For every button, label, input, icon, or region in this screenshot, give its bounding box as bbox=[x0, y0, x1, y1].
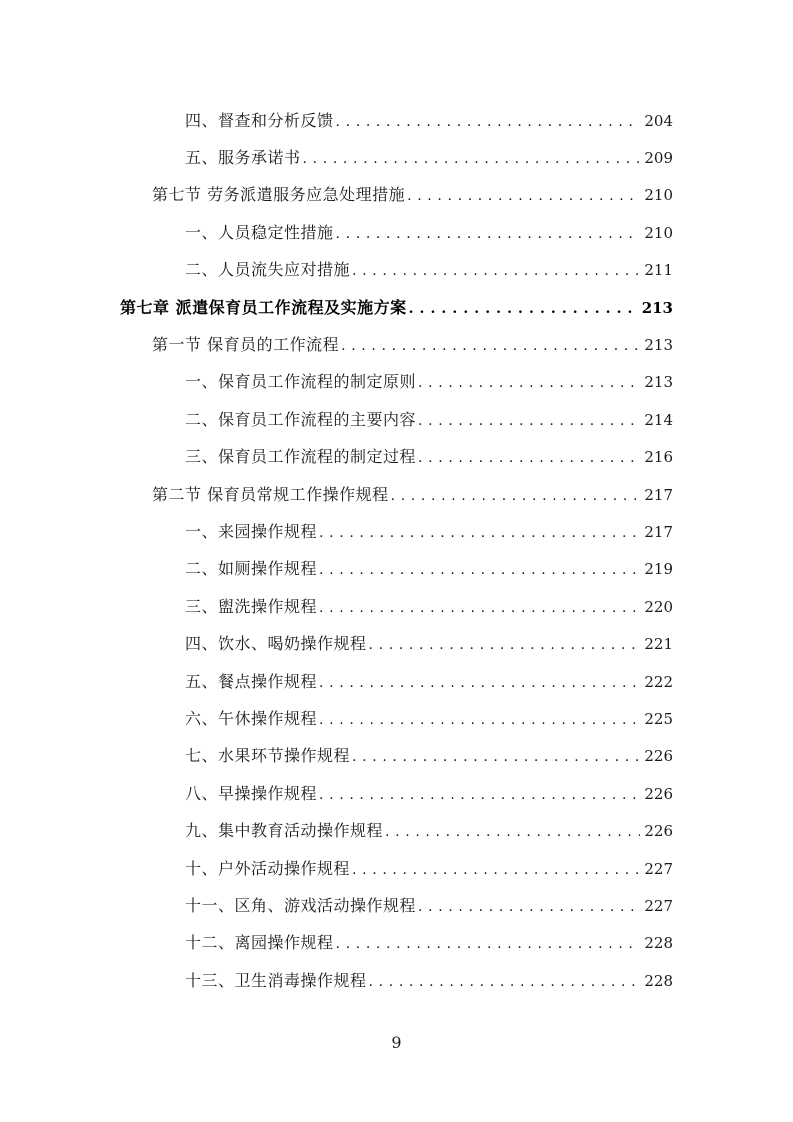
dot-leader bbox=[319, 597, 640, 617]
toc-entry-page: 220 bbox=[644, 597, 673, 616]
toc-entry-page: 225 bbox=[644, 709, 673, 728]
dot-leader bbox=[369, 971, 641, 991]
toc-entry[interactable] bbox=[0, 887, 793, 924]
toc-entry[interactable] bbox=[0, 139, 793, 176]
toc-entry[interactable] bbox=[0, 551, 793, 588]
toc-section-entry[interactable] bbox=[0, 476, 793, 513]
toc-entry-title: 一、人员稳定性措施 bbox=[185, 222, 334, 242]
toc-entry-title: 二、保育员工作流程的主要内容 bbox=[185, 409, 417, 429]
dot-leader bbox=[391, 485, 641, 505]
toc-entry[interactable] bbox=[0, 401, 793, 438]
toc-section-entry[interactable] bbox=[0, 326, 793, 363]
dot-leader bbox=[352, 746, 640, 766]
page-number: 9 bbox=[391, 1033, 402, 1052]
toc-entry-title: 四、饮水、喝奶操作规程 bbox=[185, 634, 367, 654]
toc-entry[interactable] bbox=[0, 925, 793, 962]
toc-entry-page: 213 bbox=[644, 336, 673, 355]
toc-entry-title: 三、盥洗操作规程 bbox=[185, 596, 318, 616]
toc-entry-title: 十、户外活动操作规程 bbox=[185, 858, 351, 878]
toc-entry-title: 三、保育员工作流程的制定过程 bbox=[185, 447, 417, 467]
toc-entry-title: 四、督查和分析反馈 bbox=[185, 110, 334, 130]
toc-entry-page: 227 bbox=[644, 859, 673, 878]
toc-entry-title: 一、来园操作规程 bbox=[185, 521, 318, 541]
toc-entry[interactable] bbox=[0, 513, 793, 550]
toc-entry-page: 217 bbox=[644, 485, 673, 504]
toc-entry-page: 226 bbox=[644, 784, 673, 803]
toc-section-entry[interactable] bbox=[0, 177, 793, 214]
toc-entry-title: 五、餐点操作规程 bbox=[185, 671, 318, 691]
dot-leader bbox=[418, 372, 640, 392]
toc-entry-page: 204 bbox=[644, 111, 673, 130]
toc-entry-title: 十一、区角、游戏活动操作规程 bbox=[185, 895, 417, 915]
dot-leader bbox=[418, 410, 640, 430]
dot-leader bbox=[352, 859, 640, 879]
toc-entry-page: 222 bbox=[644, 672, 673, 691]
table-of-contents bbox=[0, 102, 793, 999]
dot-leader bbox=[369, 634, 641, 654]
toc-entry[interactable] bbox=[0, 812, 793, 849]
dot-leader bbox=[319, 709, 640, 729]
toc-entry[interactable] bbox=[0, 625, 793, 662]
dot-leader bbox=[418, 896, 640, 916]
toc-entry-page: 219 bbox=[644, 560, 673, 579]
toc-entry-page: 214 bbox=[644, 410, 673, 429]
toc-entry-page: 216 bbox=[644, 448, 673, 467]
toc-entry[interactable] bbox=[0, 252, 793, 289]
toc-entry[interactable] bbox=[0, 102, 793, 139]
toc-entry-page: 228 bbox=[644, 971, 673, 990]
toc-entry[interactable] bbox=[0, 588, 793, 625]
toc-entry-title: 十三、卫生消毒操作规程 bbox=[185, 970, 367, 990]
toc-entry-page: 209 bbox=[644, 149, 673, 168]
dot-leader bbox=[341, 335, 640, 355]
toc-entry[interactable] bbox=[0, 364, 793, 401]
toc-entry[interactable] bbox=[0, 850, 793, 887]
dot-leader bbox=[336, 223, 641, 243]
toc-entry-title: 一、保育员工作流程的制定原则 bbox=[185, 372, 417, 392]
toc-entry-page: 221 bbox=[644, 635, 673, 654]
dot-leader bbox=[336, 111, 641, 131]
dot-leader bbox=[319, 784, 640, 804]
toc-entry-page: 228 bbox=[644, 934, 673, 953]
toc-entry-title: 第七节 劳务派遣服务应急处理措施 bbox=[152, 185, 406, 205]
toc-entry-title: 第七章 派遣保育员工作流程及实施方案 bbox=[120, 297, 407, 317]
toc-entry-page: 226 bbox=[644, 747, 673, 766]
toc-entry-page: 226 bbox=[644, 822, 673, 841]
toc-entry-title: 第二节 保育员常规工作操作规程 bbox=[152, 484, 389, 504]
toc-entry-page: 213 bbox=[644, 373, 673, 392]
toc-entry-title: 二、人员流失应对措施 bbox=[185, 260, 351, 280]
toc-entry-title: 五、服务承诺书 bbox=[185, 148, 301, 168]
dot-leader bbox=[319, 522, 640, 542]
dot-leader bbox=[336, 933, 641, 953]
toc-entry-page: 211 bbox=[644, 261, 673, 280]
toc-entry[interactable] bbox=[0, 214, 793, 251]
toc-entry[interactable] bbox=[0, 663, 793, 700]
toc-entry-page: 210 bbox=[644, 186, 673, 205]
toc-entry-title: 第一节 保育员的工作流程 bbox=[152, 335, 340, 355]
toc-entry-page: 227 bbox=[644, 896, 673, 915]
toc-entry-title: 九、集中教育活动操作规程 bbox=[185, 821, 384, 841]
toc-entry[interactable] bbox=[0, 738, 793, 775]
toc-chapter-entry[interactable] bbox=[0, 289, 793, 326]
dot-leader bbox=[385, 821, 640, 841]
toc-entry-title: 七、水果环节操作规程 bbox=[185, 746, 351, 766]
dot-leader bbox=[319, 672, 640, 692]
toc-entry-page: 213 bbox=[641, 298, 673, 317]
toc-entry[interactable] bbox=[0, 775, 793, 812]
toc-entry[interactable] bbox=[0, 962, 793, 999]
toc-entry[interactable] bbox=[0, 700, 793, 737]
toc-entry-title: 八、早操操作规程 bbox=[185, 783, 318, 803]
toc-entry-title: 六、午休操作规程 bbox=[185, 708, 318, 728]
toc-entry-page: 217 bbox=[644, 522, 673, 541]
dot-leader bbox=[418, 447, 640, 467]
toc-entry[interactable] bbox=[0, 439, 793, 476]
dot-leader bbox=[303, 148, 641, 168]
dot-leader bbox=[352, 260, 640, 280]
toc-entry-title: 十二、离园操作规程 bbox=[185, 933, 334, 953]
toc-entry-page: 210 bbox=[644, 223, 673, 242]
dot-leader bbox=[409, 298, 638, 318]
toc-entry-title: 二、如厕操作规程 bbox=[185, 559, 318, 579]
dot-leader bbox=[319, 559, 640, 579]
dot-leader bbox=[407, 185, 640, 205]
